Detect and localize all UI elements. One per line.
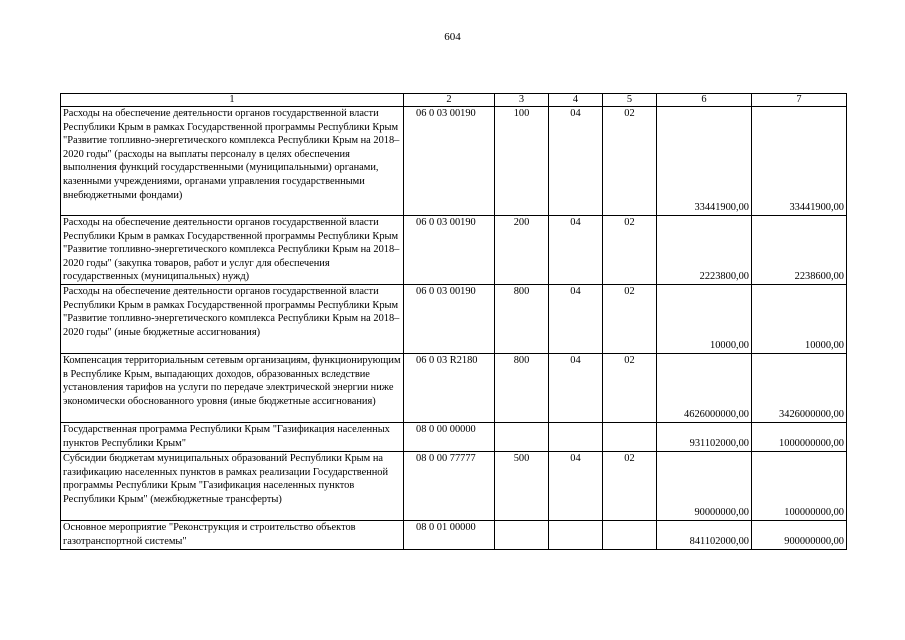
amount-year-1: 841102000,00 bbox=[657, 521, 752, 550]
expense-type bbox=[495, 521, 549, 550]
amount-year-1: 90000000,00 bbox=[657, 452, 752, 521]
amount-year-2: 3426000000,00 bbox=[752, 354, 847, 423]
row-name: Расходы на обеспечение деятельности органов государственной власти Республики Крым в рамках Государственной программы Республики Крым "Развитие топливно-энергетического комплекса Республики Крым на 2018–2020 годы" (закупка товаров, работ и услуг для обеспечения государственных (муниципальных) нужд) bbox=[61, 216, 404, 285]
row-name: Расходы на обеспечение деятельности органов государственной власти Республики Крым в рамках Государственной программы Республики Крым "Развитие топливно-энергетического комплекса Республики Крым на 2018–2020 годы" (расходы на выплаты персоналу в целях обеспечения выполнения функций государственными (муниципальными) органами, казенными учреждениями, органами управления государственными внебюджетными фондами) bbox=[61, 107, 404, 216]
header-cell: 6 bbox=[657, 94, 752, 107]
section-code bbox=[549, 423, 603, 452]
subsection-code: 02 bbox=[603, 354, 657, 423]
expense-type bbox=[495, 423, 549, 452]
expense-type: 200 bbox=[495, 216, 549, 285]
row-name: Основное мероприятие "Реконструкция и строительство объектов газотранспортной системы" bbox=[61, 521, 404, 550]
header-cell: 2 bbox=[404, 94, 495, 107]
target-article-code: 06 0 03 00190 bbox=[404, 216, 495, 285]
amount-year-2: 900000000,00 bbox=[752, 521, 847, 550]
amount-year-1: 10000,00 bbox=[657, 285, 752, 354]
section-code: 04 bbox=[549, 452, 603, 521]
amount-year-1: 4626000000,00 bbox=[657, 354, 752, 423]
table-row bbox=[61, 452, 847, 521]
budget-table bbox=[60, 93, 847, 550]
header-cell: 7 bbox=[752, 94, 847, 107]
row-name: Компенсация территориальным сетевым организациям, функционирующим в Республике Крым, выпадающих доходов, образованных вследствие установления тарифов на услуги по передаче электрической энергии ниже экономически обоснованного уровня (иные бюджетные ассигнования) bbox=[61, 354, 404, 423]
amount-year-1: 931102000,00 bbox=[657, 423, 752, 452]
section-code: 04 bbox=[549, 216, 603, 285]
table-row bbox=[61, 521, 847, 550]
target-article-code: 08 0 00 77777 bbox=[404, 452, 495, 521]
header-cell: 4 bbox=[549, 94, 603, 107]
target-article-code: 06 0 03 00190 bbox=[404, 285, 495, 354]
subsection-code bbox=[603, 423, 657, 452]
amount-year-1: 33441900,00 bbox=[657, 107, 752, 216]
amount-year-1: 2223800,00 bbox=[657, 216, 752, 285]
amount-year-2: 100000000,00 bbox=[752, 452, 847, 521]
header-cell: 5 bbox=[603, 94, 657, 107]
table-row bbox=[61, 216, 847, 285]
amount-year-2: 33441900,00 bbox=[752, 107, 847, 216]
section-code bbox=[549, 521, 603, 550]
page-number: 604 bbox=[444, 31, 461, 43]
row-name: Расходы на обеспечение деятельности органов государственной власти Республики Крым в рамках Государственной программы Республики Крым "Развитие топливно-энергетического комплекса Республики Крым на 2018–2020 годы" (иные бюджетные ассигнования) bbox=[61, 285, 404, 354]
target-article-code: 06 0 03 R2180 bbox=[404, 354, 495, 423]
amount-year-2: 2238600,00 bbox=[752, 216, 847, 285]
subsection-code: 02 bbox=[603, 107, 657, 216]
header-cell: 1 bbox=[61, 94, 404, 107]
section-code: 04 bbox=[549, 107, 603, 216]
expense-type: 800 bbox=[495, 354, 549, 423]
table-row bbox=[61, 354, 847, 423]
subsection-code: 02 bbox=[603, 285, 657, 354]
expense-type: 100 bbox=[495, 107, 549, 216]
row-name: Государственная программа Республики Крым "Газификация населенных пунктов Республики Крым" bbox=[61, 423, 404, 452]
section-code: 04 bbox=[549, 354, 603, 423]
subsection-code: 02 bbox=[603, 452, 657, 521]
amount-year-2: 10000,00 bbox=[752, 285, 847, 354]
header-row bbox=[61, 94, 847, 107]
table-row bbox=[61, 107, 847, 216]
table-row bbox=[61, 285, 847, 354]
target-article-code: 08 0 00 00000 bbox=[404, 423, 495, 452]
amount-year-2: 1000000000,00 bbox=[752, 423, 847, 452]
header-cell: 3 bbox=[495, 94, 549, 107]
target-article-code: 08 0 01 00000 bbox=[404, 521, 495, 550]
section-code: 04 bbox=[549, 285, 603, 354]
row-name: Субсидии бюджетам муниципальных образований Республики Крым на газификацию населенных пунктов в рамках реализации Государственной программы Республики Крым "Газификация населенных пунктов Республики Крым" (межбюджетные трансферты) bbox=[61, 452, 404, 521]
subsection-code: 02 bbox=[603, 216, 657, 285]
subsection-code bbox=[603, 521, 657, 550]
expense-type: 800 bbox=[495, 285, 549, 354]
table-row bbox=[61, 423, 847, 452]
target-article-code: 06 0 03 00190 bbox=[404, 107, 495, 216]
expense-type: 500 bbox=[495, 452, 549, 521]
